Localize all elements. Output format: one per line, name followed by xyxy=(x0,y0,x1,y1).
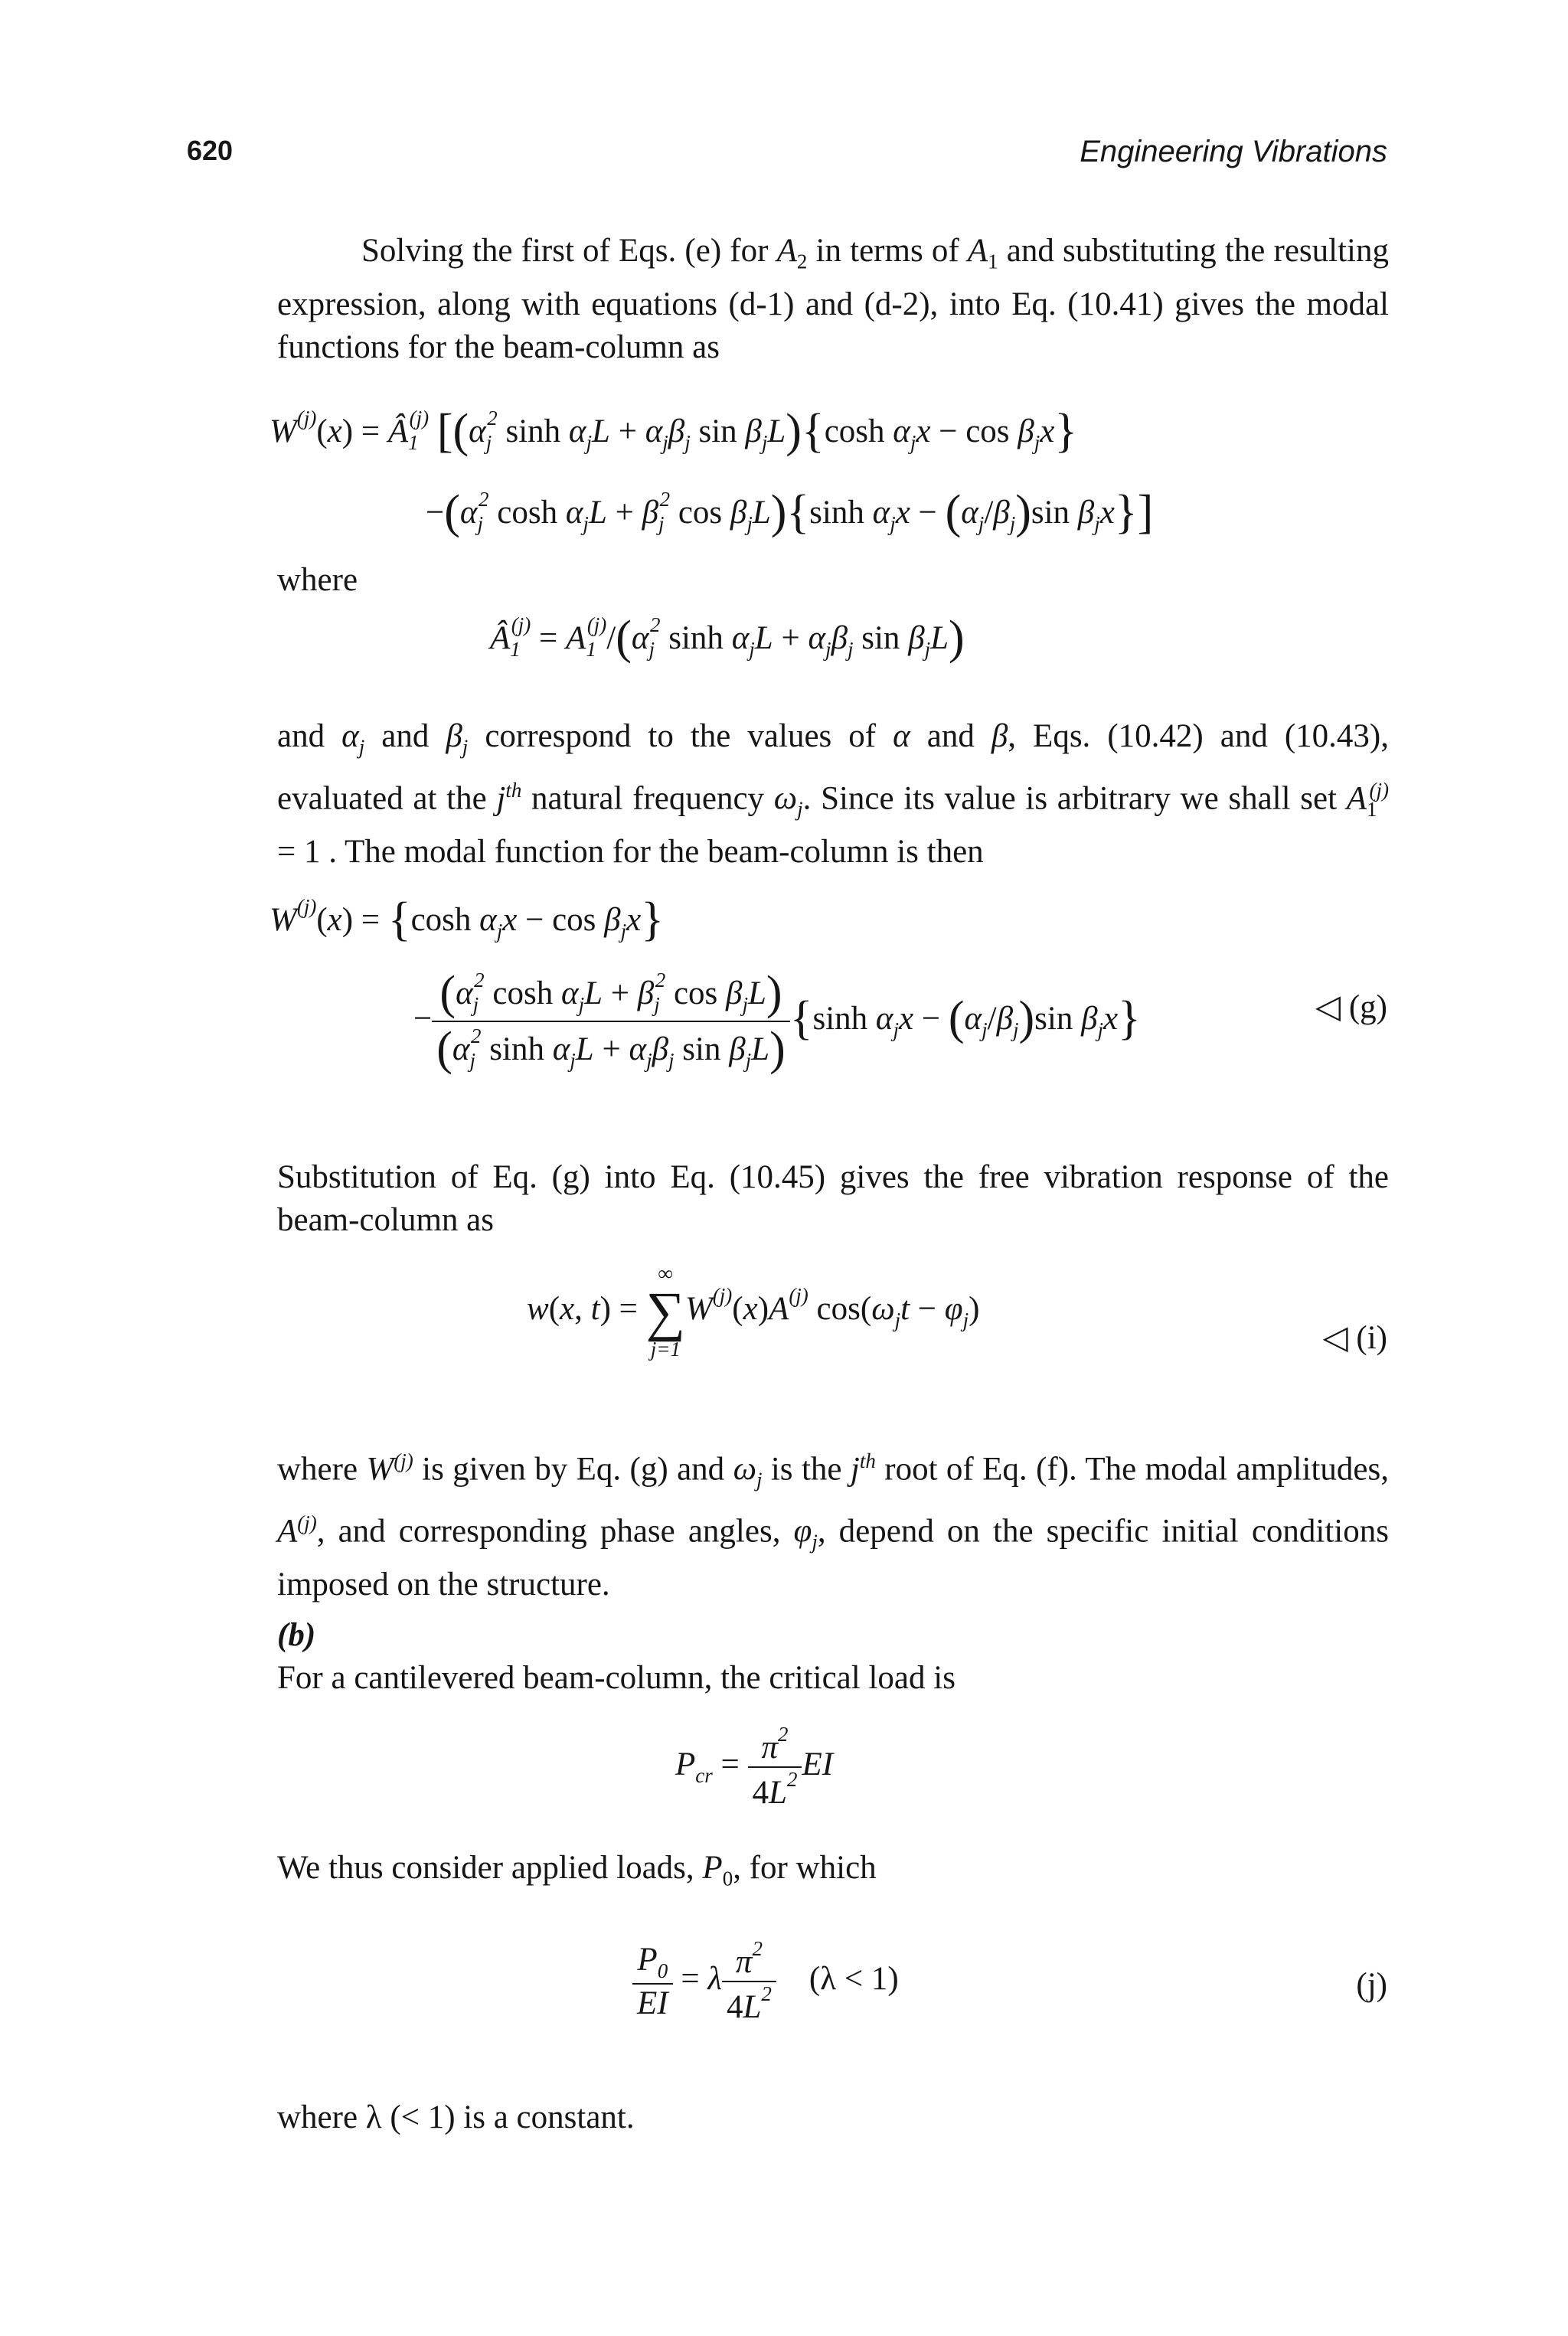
paragraph-alpha-beta: and $\alpha_j$ and $\beta_j$ correspond to the values of α and β, Eqs. (10.42) and (10.43), evaluated at the $j^{th}$ natural frequency $\omega_j$. Since its value is arbitrary we shall set $A_1^{(j)} = 1$ . The modal function for the beam-column is then xyxy=(277,718,1389,870)
equation-g-line-2: − $\frac{(\alpha_j^2 \cosh \alpha_jL + \beta_j^2 \cos \beta_jL)}{(\alpha_j^2 \sinh \alpha_jL + \alpha_j\beta_j \sin \beta_jL)}$ {sinh $\alpha_jx - (\alpha_j/\beta_j)\sin$ $\beta_jx$} xyxy=(413,967,1141,1075)
paragraph-cantilever: For a cantilevered beam-column, the critical load is xyxy=(277,1660,956,1696)
paragraph-applied-loads: We thus consider applied loads, $P_0$, for which xyxy=(277,1850,877,1890)
equation-tag-j: (j) xyxy=(1356,1967,1387,2003)
equation-j-condition: (λ < 1) xyxy=(808,1960,899,1997)
equation-tag-g: ◁ (g) xyxy=(1315,989,1387,1025)
equation-a-hat-definition: $Â_1^{(j)} = A_1^{(j)}/(\alpha_j^2$ $\sinh \alpha_jL + \alpha_j\beta_j$ $\sin \beta_jL$) xyxy=(490,612,965,664)
equation-j: $\frac{P_0}{EI}$ = λ $\frac{\pi^2}{4L^2}$ (λ < 1) xyxy=(632,1937,899,2026)
equation-modal-function-line-1: $W^{(j)}(x)$ = $Â_1^{(j)}$ [($\alpha_j^2$ $\sinh \alpha_jL + \alpha_j\beta_j$ $\sin \beta_jL)\{\cosh$ $\alpha_jx - \cos \beta_jx$} xyxy=(270,405,1078,457)
running-title: Engineering Vibrations xyxy=(1080,135,1387,168)
paragraph-where-1: where xyxy=(277,562,358,598)
equation-g-line-1: $W^{(j)}(x) = \{\cosh$ $\alpha_jx - \cos \beta_jx$} xyxy=(270,894,664,946)
paragraph-where-w: where $W^{(j)}$ is given by Eq. (g) and $\omega_j$ is the $j^{th}$ root of Eq. (f). The modal amplitudes, $A^{(j)}$, and corresponding phase angles, $\varphi_j$, depend on the specific initial conditions imposed on the structure. xyxy=(277,1449,1390,1603)
equation-i: w(x, t) = ∞ ∑ j=1 $W^{(j)}(x)A^{(j)}$ $\cos(\omega_jt - \varphi_j)$ xyxy=(527,1262,980,1361)
paragraph-solving: Solving the first of Eqs. (e) for $A_2$ in terms of $A_1$ and substituting the resulting expression, along with equations (d-1) and (d-2), into Eq. (10.41) gives the modal functions for the beam-column as xyxy=(277,233,1389,365)
section-label-b: (b) xyxy=(277,1617,316,1653)
equation-tag-i: ◁ (i) xyxy=(1322,1320,1387,1356)
equation-critical-load: $P_{cr}$ = $\frac{\pi^2}{4L^2}$ EI xyxy=(675,1723,834,1811)
equation-modal-function-line-2: $-(\alpha_j^2$ $\cosh \alpha_jL + \beta_j^2$ $\cos \beta_jL)\{\sinh$ $\alpha_jx - (\alpha_j/\beta_j)\sin$ $\beta_jx$}] xyxy=(426,486,1154,538)
page-number: 620 xyxy=(187,135,234,166)
paragraph-lambda-constant: where λ (< 1) is a constant. xyxy=(277,2099,635,2135)
paragraph-substitution: Substitution of Eq. (g) into Eq. (10.45) gives the free vibration response of the beam-column as xyxy=(277,1159,1389,1238)
